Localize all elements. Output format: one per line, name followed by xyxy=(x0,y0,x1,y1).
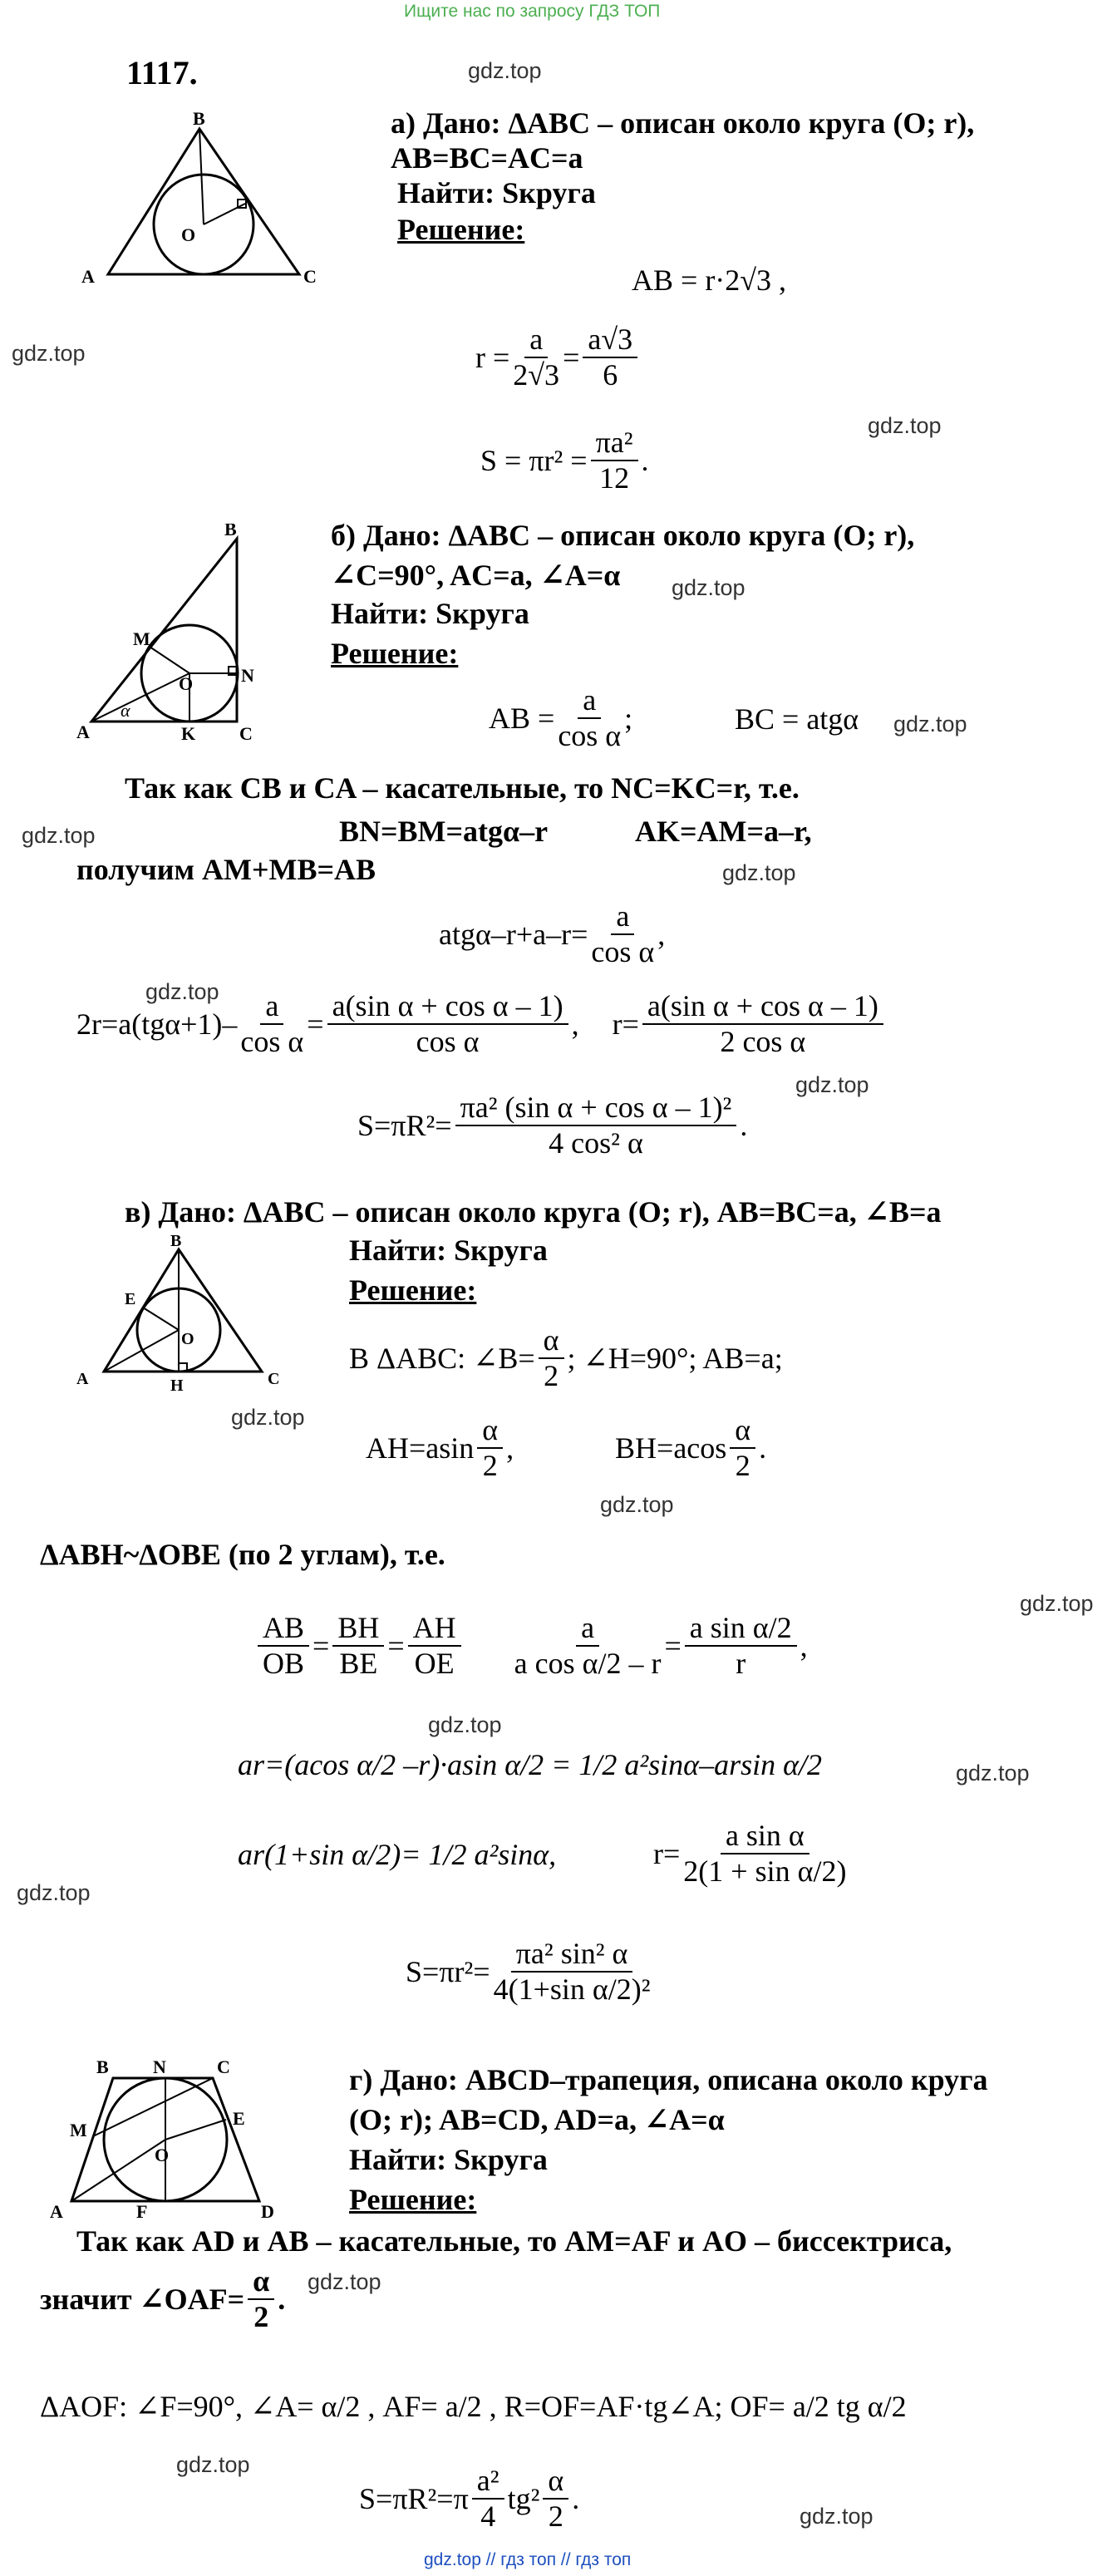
fig-b-label-o: O xyxy=(179,673,194,694)
part-g-given2: (O; r); AB=CD, AD=a, ∠A=α xyxy=(349,2103,725,2136)
watermark: gdz.top xyxy=(600,1492,674,1517)
fig-a-label-a: A xyxy=(81,266,95,287)
watermark: gdz.top xyxy=(308,2269,381,2294)
watermark: gdz.top xyxy=(1020,1591,1094,1616)
part-v-ratios: $\frac{AB}{OB}$ = $\frac{BH}{BE}$ = $\frac{AH}{OE}$ $\frac{a}{\text{a cos α/2 – r}}$ = $\frac{\text{a sin α/2}}{r}$ , xyxy=(254,1611,808,1682)
watermark: gdz.top xyxy=(956,1761,1030,1785)
watermark: gdz.top xyxy=(800,2504,873,2529)
fig-v-label-h: H xyxy=(170,1377,184,1395)
part-b-eq6: S=πR²= $\frac{\text{πa² (sin α + cos α – 1)²}}{\text{4 cos² α}}$ . xyxy=(357,1091,748,1160)
part-g-line2: значит ∠OAF= $\frac{\alpha}{2}$ . xyxy=(40,2264,286,2334)
fig-g-label-d: D xyxy=(261,2201,274,2219)
part-b-line1: Так как CB и CA – касательные, то NC=KC=r, т.е. xyxy=(125,771,800,805)
part-v-line1: В ΔABC: ∠B= $\frac{\alpha}{2}$ ; ∠H=90°; AB=a; xyxy=(349,1323,783,1393)
fig-g-label-c: C xyxy=(217,2056,230,2077)
part-v-find: Найти: Sкруга xyxy=(349,1234,548,1267)
fig-b-label-n: N xyxy=(241,665,254,686)
figure-g xyxy=(47,2053,296,2219)
fig-g-label-m: M xyxy=(70,2120,87,2140)
part-a-find: Найти: Sкруга xyxy=(397,176,596,209)
fig-a-label-c: C xyxy=(303,266,317,287)
part-b-bc: BC = atgα xyxy=(735,702,859,736)
watermark: gdz.top xyxy=(22,823,96,848)
watermark: gdz.top xyxy=(893,712,967,736)
fig-v-label-c: C xyxy=(268,1370,280,1388)
part-g-find: Найти: Sкруга xyxy=(349,2143,548,2176)
header-link[interactable]: Ищите нас по запросу ГДЗ ТОП xyxy=(404,2,661,21)
fig-v-label-b: B xyxy=(170,1234,182,1250)
part-a-given2: AB=BC=AC=a xyxy=(391,141,583,175)
fig-g-label-b: B xyxy=(96,2056,109,2077)
part-g-line1: Так как AD и AB – касательные, то AM=AF и AO – биссектриса, xyxy=(76,2224,952,2258)
part-b-find: Найти: Sкруга xyxy=(331,597,529,630)
watermark: gdz.top xyxy=(468,58,542,83)
fig-b-label-a: A xyxy=(76,722,90,740)
part-a-solution: Решение: xyxy=(397,213,525,246)
watermark: gdz.top xyxy=(176,2452,250,2477)
fig-b-label-c: C xyxy=(239,723,253,740)
part-v-bh: BH=acos $\frac{\alpha}{2}$ . xyxy=(615,1413,767,1483)
fig-v-label-e: E xyxy=(125,1290,136,1308)
part-b-line2b: AK=AM=a–r, xyxy=(635,815,812,848)
part-b-ab: AB = $\frac{a}{\text{cos α}}$ ; xyxy=(489,683,633,753)
fig-v-label-a: A xyxy=(76,1370,89,1388)
watermark: gdz.top xyxy=(428,1712,502,1737)
fig-b-label-k: K xyxy=(181,723,196,740)
part-b-line3: получим AM+MB=AB xyxy=(76,853,376,886)
watermark: gdz.top xyxy=(672,575,745,600)
watermark: gdz.top xyxy=(231,1405,305,1430)
fig-g-label-a: A xyxy=(50,2201,63,2219)
part-v-eq9: S=πr²= $\frac{\text{πa² sin² α}}{\text{4(1+sin α/2)²}}$ xyxy=(406,1937,651,2007)
part-a-eq1: AB = r·2√3 , xyxy=(632,264,787,297)
watermark: gdz.top xyxy=(12,341,86,366)
watermark: gdz.top xyxy=(722,860,796,885)
part-v-given: в) Дано: ΔABC – описан около круга (O; r), AB=BC=a, ∠B=a xyxy=(125,1195,942,1229)
fig-b-label-m: M xyxy=(133,628,150,649)
watermark: gdz.top xyxy=(17,1880,91,1905)
problem-number: 1117. xyxy=(126,54,198,91)
fig-b-label-alpha: α xyxy=(121,700,130,721)
part-b-solution: Решение: xyxy=(331,637,459,670)
fig-g-label-e: E xyxy=(233,2108,245,2129)
watermark: gdz.top xyxy=(145,979,219,1004)
part-g-eq11: S=πR²=π $\frac{\text{a²}}{4}$ tg² $\frac{\alpha}{2}$ . xyxy=(359,2464,580,2534)
part-v-eq8b: r= $\frac{\text{a sin α}}{\text{2(1 + sin α/2)}}$ xyxy=(653,1819,847,1889)
figure-a xyxy=(75,108,341,291)
watermark: gdz.top xyxy=(868,413,942,438)
part-b-given: б) Дано: ΔABC – описан около круга (O; r), xyxy=(331,519,915,552)
part-v-sim: ΔABH~ΔOBE (по 2 углам), т.е. xyxy=(40,1538,445,1571)
part-b-given2: ∠C=90°, AC=a, ∠A=α xyxy=(331,559,621,592)
fig-a-label-b: B xyxy=(193,108,205,129)
part-b-eq5: 2r=a(tgα+1)– $\frac{a}{\text{cos α}}$ = $\frac{\text{a(sin α + cos α – 1)}}{\text{cos α}}$ , r= $\frac{\text{a(sin α + cos α – 1)}}{\text{2 cos α}}$ xyxy=(76,989,887,1060)
part-g-given: г) Дано: ABCD–трапеция, описана около круга xyxy=(349,2063,988,2096)
part-g-eq10: ΔAOF: ∠F=90°, ∠A= α/2 , AF= a/2 , R=OF=AF·tg∠A; OF= a/2 tg α/2 xyxy=(40,2390,907,2423)
part-a-given: а) Дано: ΔABC – описан около круга (O; r), xyxy=(391,106,975,140)
part-v-ah: AH=asin $\frac{\alpha}{2}$ , xyxy=(366,1413,514,1483)
part-b-line2a: BN=BM=atgα–r xyxy=(339,815,549,848)
figure-b xyxy=(75,524,274,740)
part-v-solution: Решение: xyxy=(349,1273,477,1307)
part-g-solution: Решение: xyxy=(349,2183,477,2216)
fig-v-label-o: O xyxy=(181,1330,194,1348)
fig-g-label-n: N xyxy=(153,2056,166,2077)
footer-link[interactable]: gdz.top // гдз топ // гдз топ xyxy=(424,2550,632,2569)
part-a-eq3: S = πr² = $\frac{\text{πa²}}{12}$ . xyxy=(480,426,649,495)
part-v-eq8a: ar(1+sin α/2)= 1/2 a²sinα, xyxy=(238,1838,557,1871)
fig-g-label-f: F xyxy=(136,2201,148,2219)
part-v-eq7: ar=(acos α/2 –r)·asin α/2 = 1/2 a²sinα–arsin α/2 xyxy=(238,1748,823,1781)
part-a-eq2: r = $\frac{a}{2√3}$ = $\frac{a√3}{6}$ xyxy=(475,323,641,393)
fig-a-label-o: O xyxy=(181,224,196,245)
fig-b-label-b: B xyxy=(224,524,237,539)
watermark: gdz.top xyxy=(795,1072,869,1097)
fig-g-label-o: O xyxy=(155,2145,170,2165)
part-b-eq4: atgα–r+a–r= $\frac{a}{\text{cos α}}$ , xyxy=(439,899,666,969)
figure-v xyxy=(75,1234,291,1401)
